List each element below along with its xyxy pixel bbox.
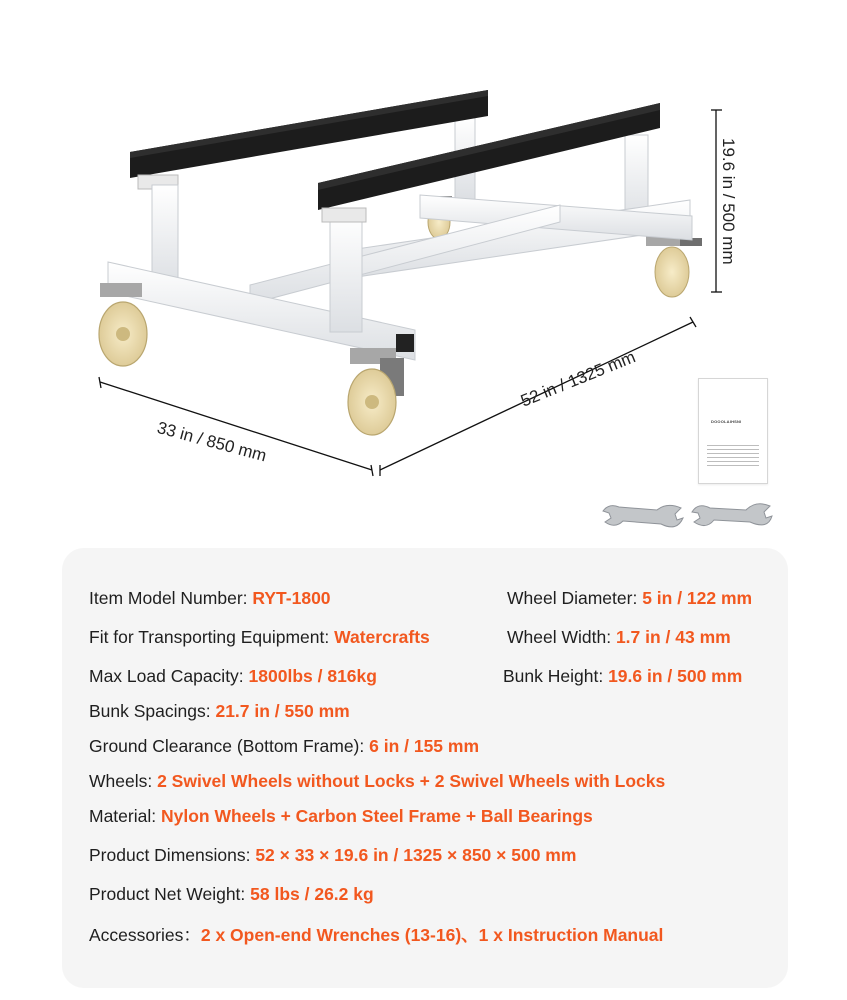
spec-label: Wheel Diameter:: [507, 588, 643, 608]
specifications-card: [62, 548, 788, 988]
center-beam: [250, 205, 560, 304]
spec-wheels: [89, 771, 665, 792]
wrench-icon: [603, 505, 683, 526]
spec-value: Nylon Wheels + Carbon Steel Frame + Ball Bearings: [160, 806, 593, 826]
width-dimension-label: 33 in / 850 mm: [155, 418, 269, 466]
manual-title: DOOOLAIHSNI: [711, 419, 742, 424]
spec-value: 1.7 in / 43 mm: [615, 627, 731, 647]
spec-model: [89, 588, 331, 609]
spec-value: 6 in / 155 mm: [369, 736, 480, 756]
front-right-wheel: [348, 348, 404, 435]
spec-weight: [89, 884, 374, 905]
spec-label: Product Dimensions:: [89, 845, 256, 865]
wrench-icon-2: [692, 504, 772, 526]
spec-label: Item Model Number:: [89, 588, 253, 608]
spec-label: Material:: [89, 806, 161, 826]
spec-value: 21.7 in / 550 mm: [215, 701, 350, 721]
spec-label: Ground Clearance (Bottom Frame):: [89, 736, 370, 756]
spec-value: 52 × 33 × 19.6 in / 1325 × 850 × 500 mm: [255, 845, 577, 865]
height-dimension-label: 19.6 in / 500 mm: [719, 138, 738, 265]
spec-fit: [89, 627, 430, 648]
spec-capacity: [89, 666, 377, 687]
spec-bunk-height: [503, 666, 742, 687]
spec-value: 2 x Open-end Wrenches (13-16)、1 x Instruction Manual: [200, 925, 664, 945]
spec-value: RYT-1800: [252, 588, 331, 608]
spec-label: Fit for Transporting Equipment:: [89, 627, 335, 647]
spec-wheel-diameter: [507, 588, 752, 609]
spec-value: 19.6 in / 500 mm: [608, 666, 743, 686]
spec-clearance: [89, 736, 479, 757]
spec-label: Product Net Weight:: [89, 884, 251, 904]
back-right-wheel: [646, 232, 702, 297]
spec-value: Watercrafts: [334, 627, 430, 647]
spec-dimensions: [89, 845, 576, 866]
front-left-wheel: [99, 283, 147, 366]
spec-label: Bunk Spacings:: [89, 701, 216, 721]
spec-label: Bunk Height:: [503, 666, 609, 686]
spec-material: [89, 806, 593, 827]
spec-label: Max Load Capacity:: [89, 666, 249, 686]
spec-bunk-spacing: [89, 701, 350, 722]
length-dimension-label: 52 in / 1325 mm: [518, 347, 639, 411]
spec-label: Wheels:: [89, 771, 158, 791]
instruction-manual: [698, 378, 768, 484]
spec-value: 5 in / 122 mm: [642, 588, 753, 608]
manual-text-lines: [707, 445, 759, 469]
spec-value: 58 lbs / 26.2 kg: [250, 884, 374, 904]
spec-label: Accessories：: [89, 925, 201, 945]
spec-label: Wheel Width:: [507, 627, 616, 647]
spec-wheel-width: [507, 627, 731, 648]
spec-value: 1800lbs / 816kg: [248, 666, 377, 686]
spec-accessories: [89, 922, 663, 947]
spec-value: 2 Swivel Wheels without Locks + 2 Swivel Wheels with Locks: [157, 771, 666, 791]
